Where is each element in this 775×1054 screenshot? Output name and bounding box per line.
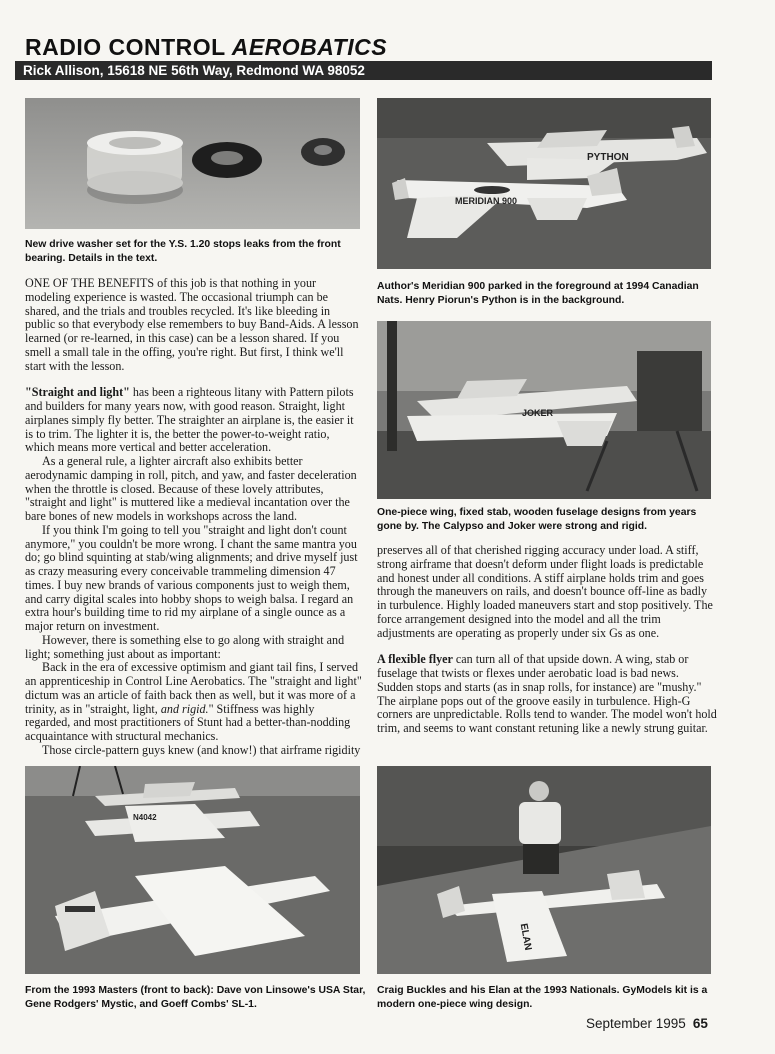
masters-planes-illustration [25,766,360,974]
photo-drive-washers [25,98,360,229]
elan-illustration [377,766,711,974]
paragraph-circle-pattern: Those circle-pattern guys knew (and know!) that airframe rigidity [42,742,361,757]
paragraph-control-line: Back in the era of excessive optimism and giant tail fins, I served an apprenticeship in Control Line Aerobatics. The "straight and light" dictum was an article of faith back then as well, but it was more of a trinity, as in "straight, light, and rigid." Stiffness was highly regarded, and most practitioners of Stunt had a better-than-nodding acquaintance with structural mechanics. [25,660,362,743]
planes-on-grass-illustration [377,98,711,269]
paragraph-mantra: If you think I'm going to tell you "straight and light don't count anymore," you couldn't be more wrong. I chant the same mantra you do; go blind squinting at stab/wing alignments; and drive myself just as crazy measuring every conceivable trammeling dimension 47 times. I buy new brands of various components just to weigh them, and carry digital scales into hobby shops to weigh balsa. I regard an extra hour's building time to rid my airplane of a single ounce as a major return on investment. [25,522,358,633]
paragraph-general-rule: As a general rule, a lighter aircraft also exhibits better aerodynamic damping in roll, pitch, and yaw, and faster deceleration when the throttle is closed. Because of these lovely attributes, "straight and light" is muttered like a medieval incantation over the bare bones of new models in workshops across the land. [25,454,357,523]
caption-elan: Craig Buckles and his Elan at the 1993 Nationals. GyModels kit is a modern one-piece wing design. [377,985,708,1010]
page-footer [586,1016,708,1031]
title-plain: RADIO CONTROL [25,34,226,60]
caption-washers: New drive washer set for the Y.S. 1.20 stops leaks from the front bearing. Details in the text. [25,239,341,264]
article-column-left [25,277,362,758]
paragraph-rigging: preserves all of that cherished rigging accuracy under load. A stiff, strong airframe that doesn't deform under flight loads is predictable and honest under all conditions. A stiff airplane holds trim and goes through the maneuvers on rails, and doesn't bounce off-line as badly in turbulence. Highly loaded maneuvers start and stop positively. The force arrangement designed into the model and all the trim adjustments are operating as properly under six Gs as one. [377,543,713,640]
caption-meridian: Author's Meridian 900 parked in the foreground at 1994 Canadian Nats. Henry Piorun's Python is in the background. [377,281,699,306]
page-number: 65 [692,1016,708,1031]
caption-masters: From the 1993 Masters (front to back): Dave von Linsowe's USA Star, Gene Rodgers' Mystic, and Goeff Combs' SL-1. [25,985,366,1010]
issue-date: September 1995 [586,1016,686,1031]
joker-label: JOKER [522,408,554,418]
photo-1993-masters [25,766,360,974]
paragraph-something-else: However, there is something else to go along with straight and light; something just about as important: [25,632,345,661]
calypso-joker-illustration [377,321,711,499]
paragraph-straight-light: "Straight and light" has been a righteous litany with Pattern pilots and builders for many years now, with good reason. Straight, light airplanes simply fly better. The straighter an airplane is, the easier it is to trim. The lighter it is, the better the power-to-weight ratio, which means more vertical and better acceleration. [25,385,354,455]
mystic-registration: N4042 [133,813,157,822]
paragraph-benefits: ONE OF THE BENEFITS of this job is that nothing in your modeling experience is wasted. The occasional triumph can be shared, and the trials and troubles recycled. It's like bleeding in public so that everybody else remembers to buy Band-Aids. A lesson learned (or re-learned, in this case) can be a lesson shared. If you smell a small tale in the offing, you're right. But first, I think we'll start with the lesson. [25,276,359,373]
photo-calypso-joker [377,321,711,499]
paragraph-flexible-flyer: A flexible flyer can turn all of that upside down. A wing, stab or fuselage that twists or flexes under aerobatic load is bad news. Sudden stops and starts (as in snap rolls, for instance) are "mushy." The airplane pops out of the groove easily in turbulence. High-G corners are unpredictable. Rolls tend to wander. The model won't hold trim, and seems to want constant retuning like a newly strung guitar. [377,652,717,735]
lead-in: ONE OF THE BENEFITS [25,276,155,290]
washers-illustration [25,98,360,229]
meridian-label: MERIDIAN 900 [455,196,518,206]
department-title [25,34,387,61]
run-in-head-flexible: A flexible flyer [377,652,453,667]
caption-calypso: One-piece wing, fixed stab, wooden fuselage designs from years gone by. The Calypso and Joker were strong and rigid. [377,507,697,532]
article-column-right [377,544,717,736]
elan-label: ELAN [517,922,534,952]
title-italic: AEROBATICS [231,34,388,60]
python-label: PYTHON [587,152,629,163]
photo-meridian-python [377,98,711,269]
author-byline-bar: Rick Allison, 15618 NE 56th Way, Redmond WA 98052 [15,61,712,80]
run-in-head: "Straight and light" [25,385,130,400]
photo-buckles-elan [377,766,711,974]
